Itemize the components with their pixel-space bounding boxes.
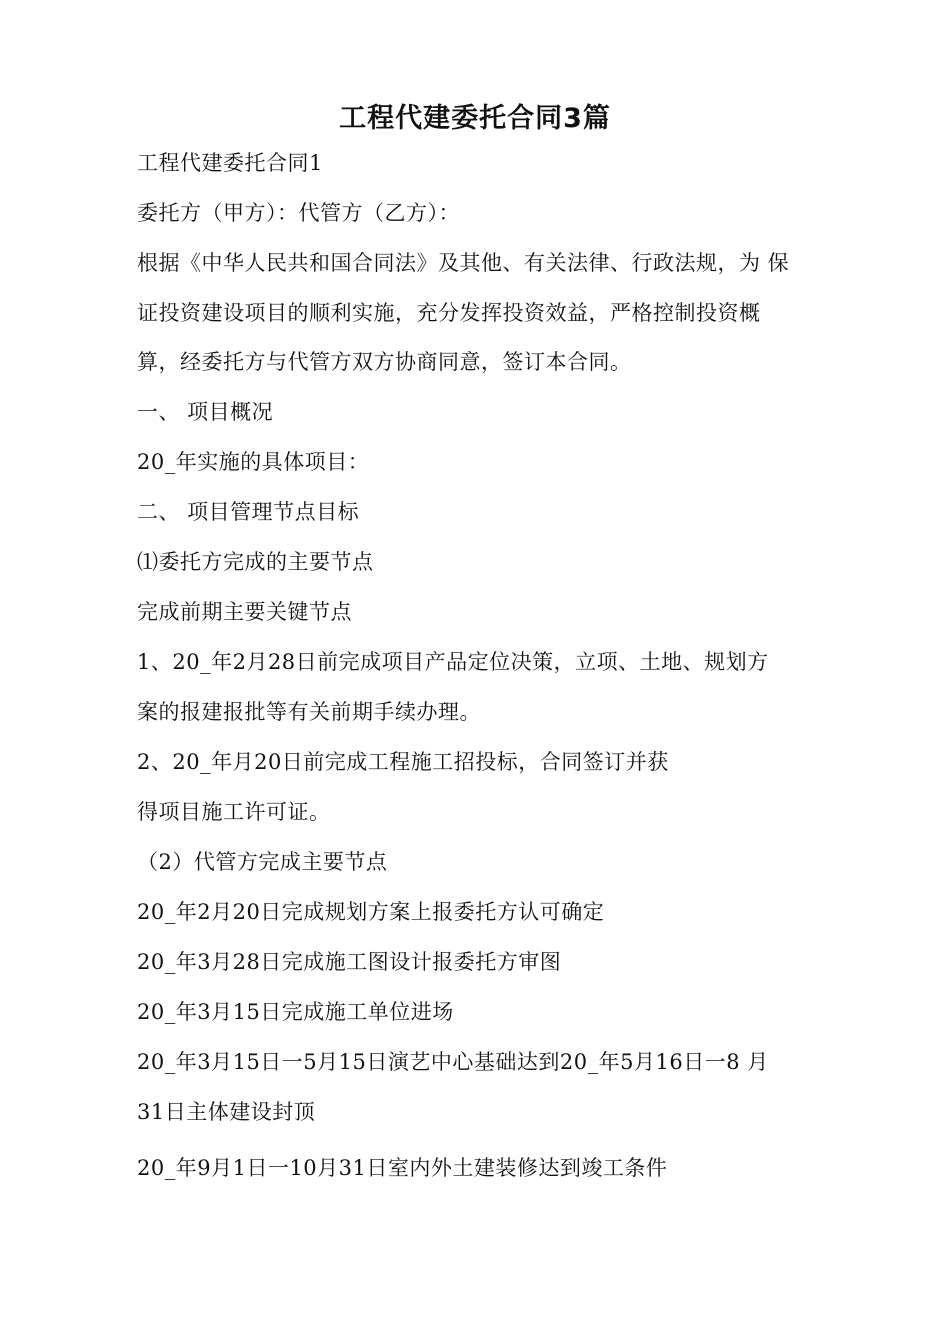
contract-heading: 工程代建委托合同1 xyxy=(137,151,323,175)
milestone-line: 20_年9月1日一10月31日室内外土建装修达到竣工条件 xyxy=(137,1156,668,1180)
document-title: 工程代建委托合同3篇 xyxy=(339,103,611,134)
preamble-line-3: 算，经委托方与代管方双方协商同意，签订本合同。 xyxy=(137,350,632,374)
paragraph-line: 完成前期主要关键节点 xyxy=(137,600,352,624)
milestone-line: 20_年3月28日完成施工图设计报委托方审图 xyxy=(137,950,562,974)
milestone-line: 20_年3月15日一5月15日演艺中心基础达到20_年5月16日一8 月 xyxy=(137,1050,769,1074)
milestone-line: 2、20_年月20日前完成工程施工招投标，合同签订并获 xyxy=(137,750,669,774)
subsection-heading-1: ⑴委托方完成的主要节点 xyxy=(137,550,374,574)
paragraph-line: 20_年实施的具体项目： xyxy=(137,450,370,474)
preamble-line-2: 证投资建设项目的顺利实施，充分发挥投资效益，严格控制投资概 xyxy=(137,301,761,325)
milestone-line: 得项目施工许可证。 xyxy=(137,800,331,824)
section-heading-1: 一、 项目概况 xyxy=(137,400,274,424)
milestone-line: 20_年3月15日完成施工单位进场 xyxy=(137,1000,454,1024)
milestone-line: 1、20_年2月28日前完成项目产品定位决策，立项、土地、规划方 xyxy=(137,650,769,674)
milestone-line: 20_年2月20日完成规划方案上报委托方认可确定 xyxy=(137,900,605,924)
preamble-line-1: 根据《中华人民共和国合同法》及其他、有关法律、行政法规，为 保 xyxy=(137,251,790,275)
milestone-line: 31日主体建设封顶 xyxy=(137,1100,316,1124)
milestone-line: 案的报建报批等有关前期手续办理。 xyxy=(137,700,481,724)
parties-line: 委托方（甲方）：代管方（乙方）： xyxy=(137,201,460,225)
subsection-heading-2: （2）代管方完成主要节点 xyxy=(137,850,388,874)
section-heading-2: 二、 项目管理节点目标 xyxy=(137,500,360,524)
